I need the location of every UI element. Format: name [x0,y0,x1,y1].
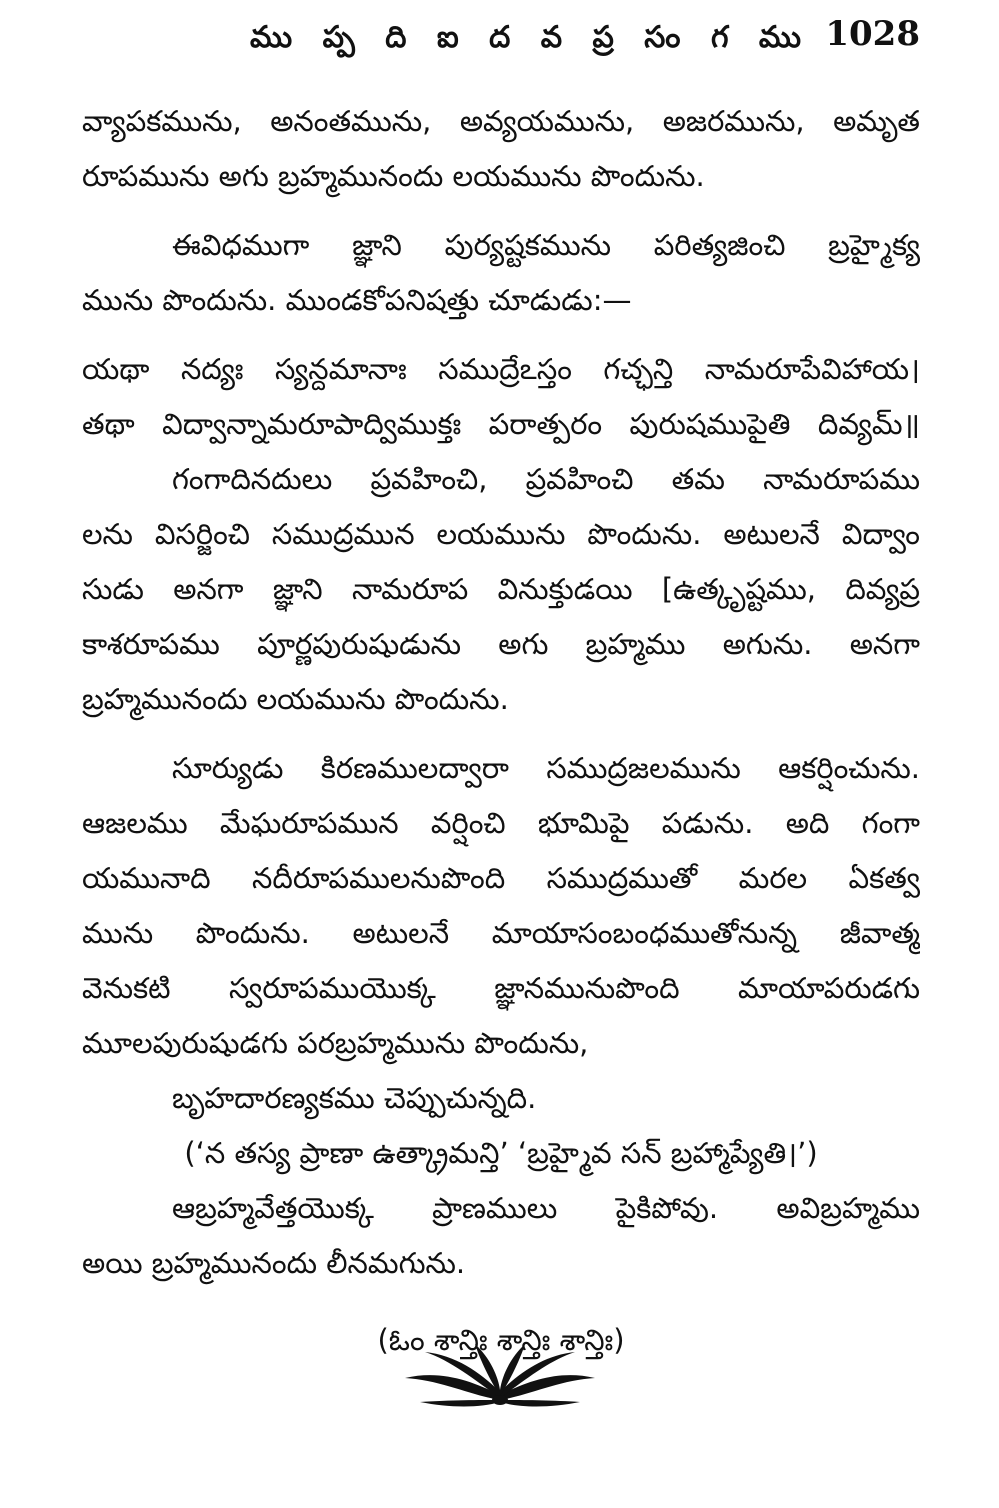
text-line: యమునాది నదీరూపములనుపొంది సముద్రముతో మరల ఏకత్వ [82,861,920,895]
text-line: ఆజలము మేఘరూపమున వర్షించి భూమిపై పడును. అది గంగా [82,806,920,840]
text-line: సుడు అనగా జ్ఞాని నామరూప వినుక్తుడయి [ఉత్కృష్టము, దివ్యప్ర [82,572,920,606]
text-line: సూర్యుడు కిరణములద్వారా సముద్రజలమును ఆకర్షించును. [172,751,920,785]
text-line: వెనుకటి స్వరూపముయొక్క జ్ఞానమునుపొంది మాయాపరుడగు [82,971,920,1005]
sanskrit-verse-line: తథా విద్వాన్నామరూపాద్విముక్తః పరాత్పరం పురుషముపైతి దివ్యమ్॥ [82,407,920,441]
shanti-line: (ఓం శాన్తిః శాన్తిః శాన్తిః) [377,1323,625,1357]
text-line: మును పొందును. అటులనే మాయాసంబంధముతోనున్న జీవాత్మ [82,916,920,950]
text-line: లను విసర్జించి సముద్రమున లయమును పొందును. అటులనే విద్వాం [82,517,920,551]
text-line: బ్రహ్మమునందు లయమును పొందును. [82,682,509,716]
text-line: బృహదారణ్యకము చెప్పుచున్నది. [172,1081,537,1115]
text-line: రూపమును అగు బ్రహ్మమునందు లయమును పొందును. [82,159,705,193]
page-header [80,14,920,64]
text-line: వ్యాపకమును, అనంతమును, అవ్యయమును, అజరమును, అమృత [82,104,920,138]
text-line: మును పొందును. ముండకోపనిషత్తు చూడుడు:— [82,283,632,317]
sanskrit-verse-line: యథా నద్యః స్యన్దమానాః సముద్రేఽస్తం గచ్ఛన్తి నామరూపేవిహాయ। [82,352,920,386]
upanishad-quote: (‘న తస్య ప్రాణా ఉత్క్రామన్తి’ ‘బ్రహ్మైవ సన్ బ్రహ్మాప్యేతి।’) [184,1136,818,1170]
text-line: మూలపురుషుడగు పరబ్రహ్మమును పొందును, [82,1026,589,1060]
text-line: కాశరూపము పూర్ణపురుషుడును అగు బ్రహ్మము అగును. అనగా [82,627,920,661]
text-line: ఈవిధముగా జ్ఞాని పుర్యష్టకమును పరిత్యజించి బ్రహ్మైక్య [172,228,920,262]
body-text [82,94,920,1368]
text-line: గంగాదినదులు ప్రవహించి, ప్రవహించి తమ నామరూపము [172,462,920,496]
text-line: ఆబ్రహ్మవేత్తయొక్క ప్రాణములు పైకిపోవు. అవిబ్రహ్మము [172,1191,920,1225]
running-title: ము ప్ప ది ఐ ద వ ప్ర సం గ ము [250,20,812,55]
end-ornament-icon [400,1340,600,1410]
page-number: 1028 [825,14,920,54]
text-line: అయి బ్రహ్మమునందు లీనమగును. [82,1246,466,1280]
